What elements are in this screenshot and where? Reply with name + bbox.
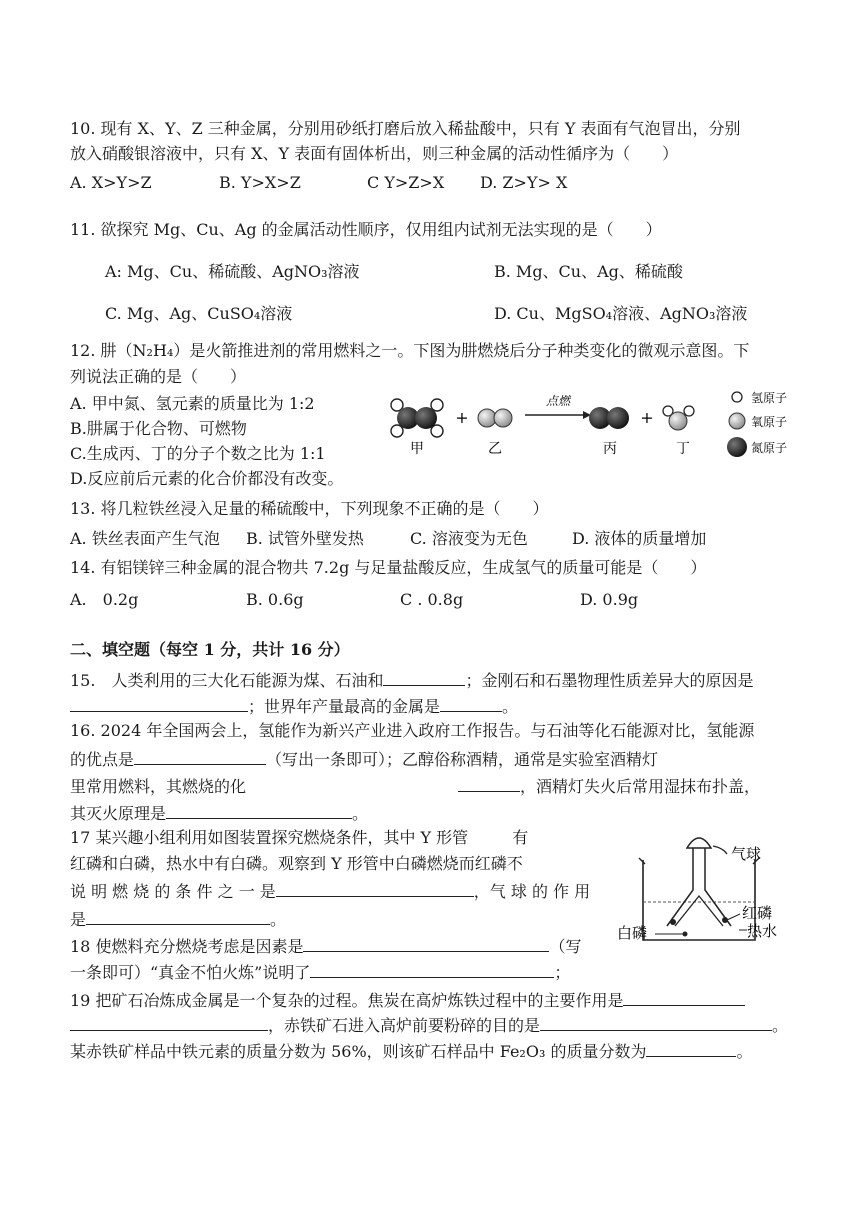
q16-blank-1[interactable]: [134, 746, 266, 765]
q17-apparatus-diagram: [615, 830, 795, 948]
q18-line1: [70, 933, 581, 959]
q17-text-1: 17 某兴趣小组利用如图装置探究燃烧条件，其中 Y 形管: [70, 828, 469, 847]
q19-line2: [70, 1012, 788, 1038]
q19-blank-4[interactable]: [646, 1038, 736, 1057]
q18-line2: [70, 959, 570, 985]
q15-blank-1[interactable]: [383, 667, 465, 686]
white-phosphorus-in-tube: [670, 919, 676, 925]
legend-hydrogen: 氢原子: [751, 391, 788, 405]
q12-option-a: A. 甲中氮、氢元素的质量比为 1:2: [70, 394, 315, 413]
q17-line1: [70, 826, 528, 850]
nitrogen-atom-icon: [727, 437, 747, 457]
q11-option-d: D. Cu、MgSO₄溶液、AgNO₃溶液: [494, 304, 748, 323]
atom-legend: [727, 391, 787, 457]
q11-stem: 11. 欲探究 Mg、Cu、Ag 的金属活动性顺序，仅用组内试剂无法实现的是（ ）: [70, 220, 662, 239]
q13-option-b: B. 试管外壁发热: [246, 529, 364, 548]
q19-blank-2[interactable]: [70, 1012, 268, 1031]
plus-sign-2: +: [640, 408, 654, 427]
ignite-condition: 点燃: [545, 394, 571, 408]
q15-line1: [70, 667, 753, 693]
q10-stem-line2: 放入硝酸银溶液中，只有 X、Y 表面有固体析出，则三种金属的活动性循序为（ ）: [70, 144, 679, 163]
q15-line2: [70, 693, 518, 719]
legend-nitrogen: 氮原子: [751, 441, 788, 455]
q16-line1: 16. 2024 年全国两会上，氢能作为新兴产业进入政府工作报告。与石油等化石能源对比，氢能源: [70, 721, 755, 740]
q14-option-b: B. 0.6g: [246, 590, 304, 609]
q11-option-c: C. Mg、Ag、CuSO₄溶液: [105, 304, 293, 323]
label-jia: 甲: [410, 441, 424, 457]
q16-blank-2[interactable]: [458, 773, 520, 792]
q14-option-d: D. 0.9g: [580, 590, 639, 609]
q19-line1: [70, 987, 745, 1013]
product-ding-molecule: [663, 406, 694, 430]
q17-line3: [70, 878, 590, 904]
q14-stem: 14. 有铝镁锌三种金属的混合物共 7.2g 与足量盐酸反应，生成氢气的质量可能是（ ）: [70, 558, 707, 577]
q15-blank-3[interactable]: [440, 693, 502, 712]
q19-line3: [70, 1038, 752, 1064]
label-ding: 丁: [676, 441, 690, 457]
q19-text-5: 。: [736, 1042, 753, 1061]
q17-text-3: 说 明 燃 烧 的 条 件 之 一 是: [70, 882, 276, 901]
q18-text-1: 18 使燃料充分燃烧考虑是因素是: [70, 937, 304, 956]
q18-text-4: ；: [554, 963, 571, 982]
q13-option-c: C. 溶液变为无色: [410, 529, 528, 548]
q15-text-4: 。: [502, 697, 519, 716]
q16-text-6: 。: [352, 804, 369, 823]
q12-option-d: D.反应前后元素的化合价都没有改变。: [70, 469, 344, 488]
q16-text-1: 的优点是: [70, 750, 135, 769]
q19-text-1: 19 把矿石冶炼成金属是一个复杂的过程。焦炭在高炉炼铁过程中的主要作用是: [70, 991, 624, 1010]
q14-option-a: A. 0.2g: [70, 590, 139, 609]
legend-oxygen: 氧原子: [751, 415, 788, 429]
label-bing: 丙: [603, 441, 617, 457]
q10-option-d: D. Z>Y> X: [480, 173, 568, 192]
label-white-phosphorus: 白磷: [617, 924, 648, 942]
q18-blank-2[interactable]: [310, 959, 554, 978]
white-phosphorus-in-water: [683, 932, 688, 937]
q17-text-5: 是: [70, 910, 87, 929]
q13-stem: 13. 将几粒铁丝浸入足量的稀硫酸中，下列现象不正确的是（ ）: [70, 499, 549, 518]
q14-option-c: C . 0.8g: [400, 590, 464, 609]
q17-text-1-end: 有: [512, 828, 529, 847]
y-tube: [667, 848, 731, 926]
q19-text-2: ，赤铁矿石进入高炉前要粉碎的目的是: [268, 1016, 541, 1035]
reactant-yi-molecule: [478, 409, 512, 427]
q12-stem-line1: 12. 肼（N₂H₄）是火箭推进剂的常用燃料之一。下图为肼燃烧后分子种类变化的微观示意图。下: [70, 341, 750, 360]
q19-blank-1[interactable]: [623, 987, 745, 1006]
q18-text-3: 一条即可）“真金不怕火炼”说明了: [70, 963, 311, 982]
q17-text-6: 。: [270, 910, 287, 929]
beaker: [643, 860, 755, 940]
q19-text-4: 某赤铁矿样品中铁元素的质量分数为 56%，则该矿石样品中 Fe₂O₃ 的质量分数为: [70, 1042, 647, 1061]
q16-blank-3[interactable]: [166, 800, 352, 819]
q11-option-a: A: Mg、Cu、稀硫酸、AgNO₃溶液: [105, 262, 360, 281]
q11-option-b: B. Mg、Cu、Ag、稀硫酸: [494, 262, 683, 281]
label-balloon: 气球: [731, 845, 762, 863]
q18-blank-1[interactable]: [303, 933, 549, 952]
q16-text-5: 其灭火原理是: [70, 804, 167, 823]
q12-molecule-diagram: [385, 385, 815, 465]
q16-line4: [70, 800, 368, 826]
q15-blank-2[interactable]: [70, 693, 248, 712]
product-bing-molecule: [589, 407, 629, 429]
q10-stem-line1: 10. 现有 X、Y、Z 三种金属，分别用砂纸打磨后放入稀盐酸中，只有 Y 表面有气泡冒出，分别: [70, 119, 741, 138]
oxygen-atom-icon: [729, 413, 745, 429]
section-heading: 二、填空题（每空 1 分，共计 16 分）: [70, 640, 350, 659]
q12-stem-line2: 列说法正确的是（ ）: [70, 367, 247, 386]
reactant-jia-molecule: [391, 399, 443, 437]
q17-text-4: ，气 球 的 作 用: [473, 882, 591, 901]
balloon-shape: [687, 838, 711, 848]
q13-option-d: D. 液体的质量增加: [572, 529, 707, 548]
q15-text-2: ；金刚石和石墨物理性质差异大的原因是: [465, 671, 754, 690]
q15-text-3: ；世界年产量最高的金属是: [248, 697, 441, 716]
q16-line2: [70, 746, 658, 772]
label-red-phosphorus: 红磷: [742, 904, 773, 922]
q10-option-a: A. X>Y>Z: [70, 173, 152, 192]
q15-text-1: 15. 人类利用的三大化石能源为煤、石油和: [70, 671, 384, 690]
q17-blank-2[interactable]: [86, 906, 270, 925]
q10-option-c: C Y>Z>X: [367, 173, 445, 192]
q17-line2: 红磷和白磷，热水中有白磷。观察到 Y 形管中白磷燃烧而红磷不: [70, 854, 523, 873]
hydrogen-atom-icon: [732, 392, 742, 402]
q10-option-b: B. Y>X>Z: [219, 173, 301, 192]
label-hot-water: 热水: [747, 922, 778, 940]
q17-blank-1[interactable]: [276, 878, 474, 897]
q16-text-2: （写出一条即可）；乙醇俗称酒精，通常是实验室酒精灯: [266, 750, 659, 769]
q12-option-b: B.肼属于化合物、可燃物: [70, 419, 247, 438]
q13-option-a: A. 铁丝表面产生气泡: [70, 529, 220, 548]
q12-option-c: C.生成丙、丁的分子个数之比为 1:1: [70, 444, 326, 463]
plus-sign-1: +: [455, 408, 469, 427]
q17-line4: [70, 906, 286, 932]
q19-text-3: 。: [772, 1016, 789, 1035]
q19-blank-3[interactable]: [540, 1012, 772, 1031]
q16-line3: [70, 773, 760, 799]
label-yi: 乙: [488, 441, 502, 457]
q18-text-2: （写: [549, 937, 582, 956]
q16-text-3: 里常用燃料，其燃烧的化: [70, 777, 247, 796]
q16-text-4: ，酒精灯失火后常用湿抹布扑盖，: [520, 777, 761, 796]
